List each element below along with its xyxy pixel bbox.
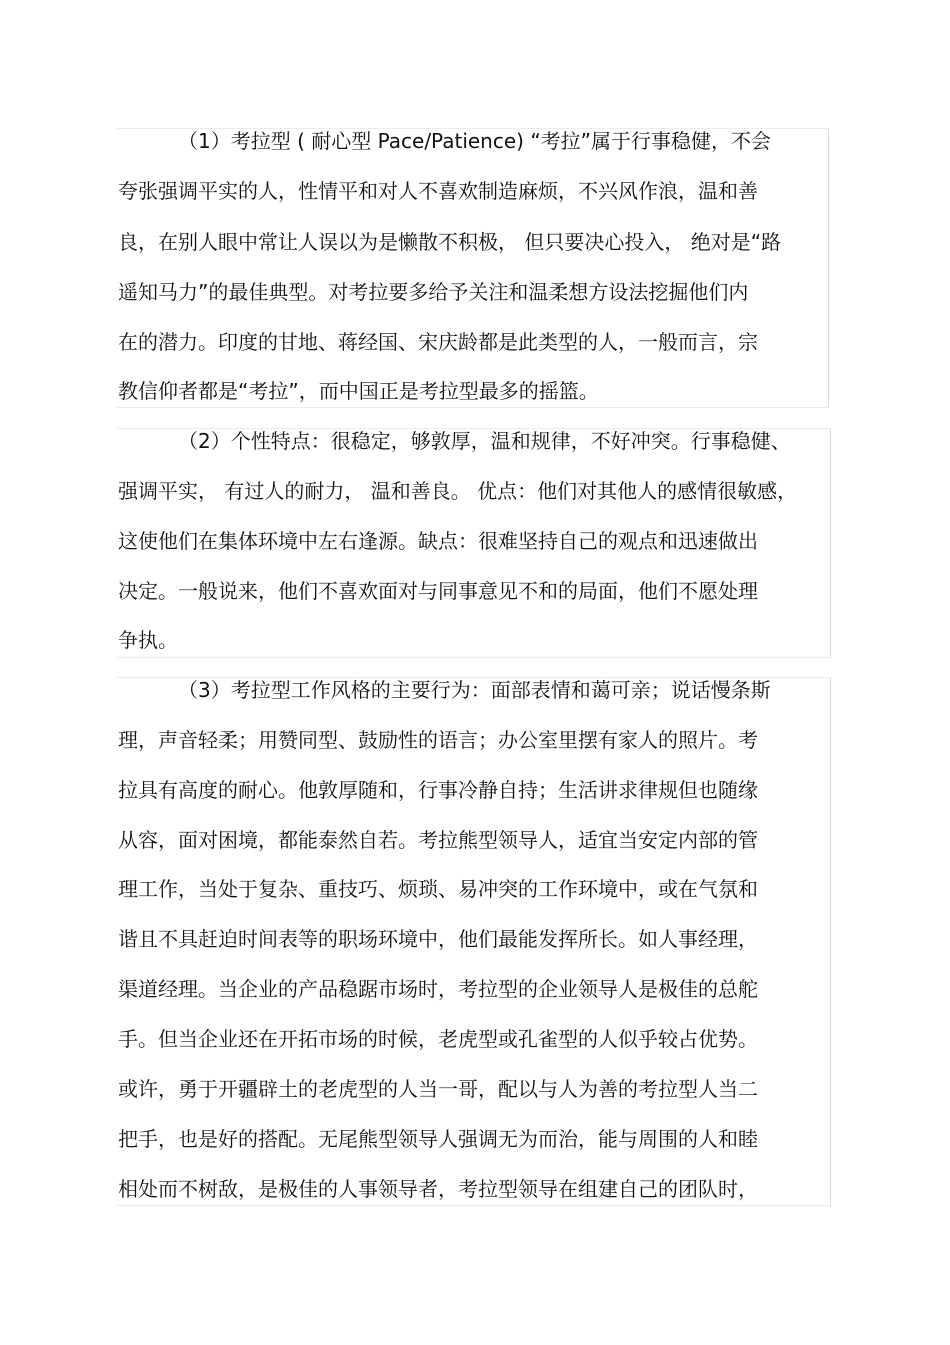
paragraph-3-line-2: 理，声音轻柔；用赞同型、鼓励性的语言；办公室里摆有家人的照片。考 [118, 728, 758, 752]
paragraph-3-line-10: 把手，也是好的搭配。无尾熊型领导人强调无为而治，能与周围的人和睦 [118, 1127, 758, 1151]
paragraph-1-line-5: 在的潜力。印度的甘地、蒋经国、宋庆龄都是此类型的人，一般而言，宗 [118, 330, 758, 354]
paragraph-3-line-3: 拉具有高度的耐心。他敦厚随和，行事冷静自持；生活讲求律规但也随缘 [118, 778, 758, 802]
paragraph-2-line-1: （2）个性特点：很稳定，够敦厚，温和规律，不好冲突。行事稳健、 [178, 429, 791, 453]
paragraph-1-line-6: 教信仰者都是“考拉”，而中国正是考拉型最多的摇篮。 [118, 379, 599, 403]
paragraph-1-line-1: （1）考拉型 ( 耐心型 Pace/Patience) “考拉”属于行事稳健，不会 [178, 129, 772, 153]
paragraph-3-line-7: 渠道经理。当企业的产品稳踞市场时，考拉型的企业领导人是极佳的总舵 [118, 977, 758, 1001]
paragraph-frame [116, 128, 829, 408]
paragraph-1-line-4: 遥知马力”的最佳典型。对考拉要多给予关注和温柔想方设法挖掘他们内 [118, 280, 749, 304]
paragraph-3-line-9: 或许，勇于开疆辟土的老虎型的人当一哥，配以与人为善的考拉型人当二 [118, 1077, 758, 1101]
paragraph-1-line-2: 夸张强调平实的人，性情平和对人不喜欢制造麻烦，不兴风作浪，温和善 [118, 179, 758, 203]
paragraph-1-line-3: 良，在别人眼中常让人误以为是懒散不积极， 但只要决心投入， 绝对是“路 [118, 230, 782, 254]
paragraph-3-line-8: 手。但当企业还在开拓市场的时候，老虎型或孔雀型的人似乎较占优势。 [118, 1027, 758, 1051]
paragraph-2-line-5: 争执。 [118, 628, 178, 652]
paragraph-2-line-3: 这使他们在集体环境中左右逢源。缺点：很难坚持自己的观点和迅速做出 [118, 529, 758, 553]
paragraph-3-line-1: （3）考拉型工作风格的主要行为：面部表情和蔼可亲；说话慢条斯 [178, 678, 771, 702]
paragraph-3-line-4: 从容，面对困境，都能泰然自若。考拉熊型领导人，适宜当安定内部的管 [118, 828, 758, 852]
paragraph-2-line-4: 决定。一般说来，他们不喜欢面对与同事意见不和的局面，他们不愿处理 [118, 579, 758, 603]
paragraph-3-line-11: 相处而不树敌，是极佳的人事领导者，考拉型领导在组建自己的团队时， [118, 1177, 758, 1201]
paragraph-3-line-5: 理工作，当处于复杂、重技巧、烦琐、易冲突的工作环境中，或在气氛和 [118, 877, 758, 901]
paragraph-3-line-6: 谐且不具赶迫时间表等的职场环境中，他们最能发挥所长。如人事经理， [118, 927, 758, 951]
paragraph-2-line-2: 强调平实， 有过人的耐力， 温和善良。 优点：他们对其他人的感情很敏感， [118, 479, 798, 503]
